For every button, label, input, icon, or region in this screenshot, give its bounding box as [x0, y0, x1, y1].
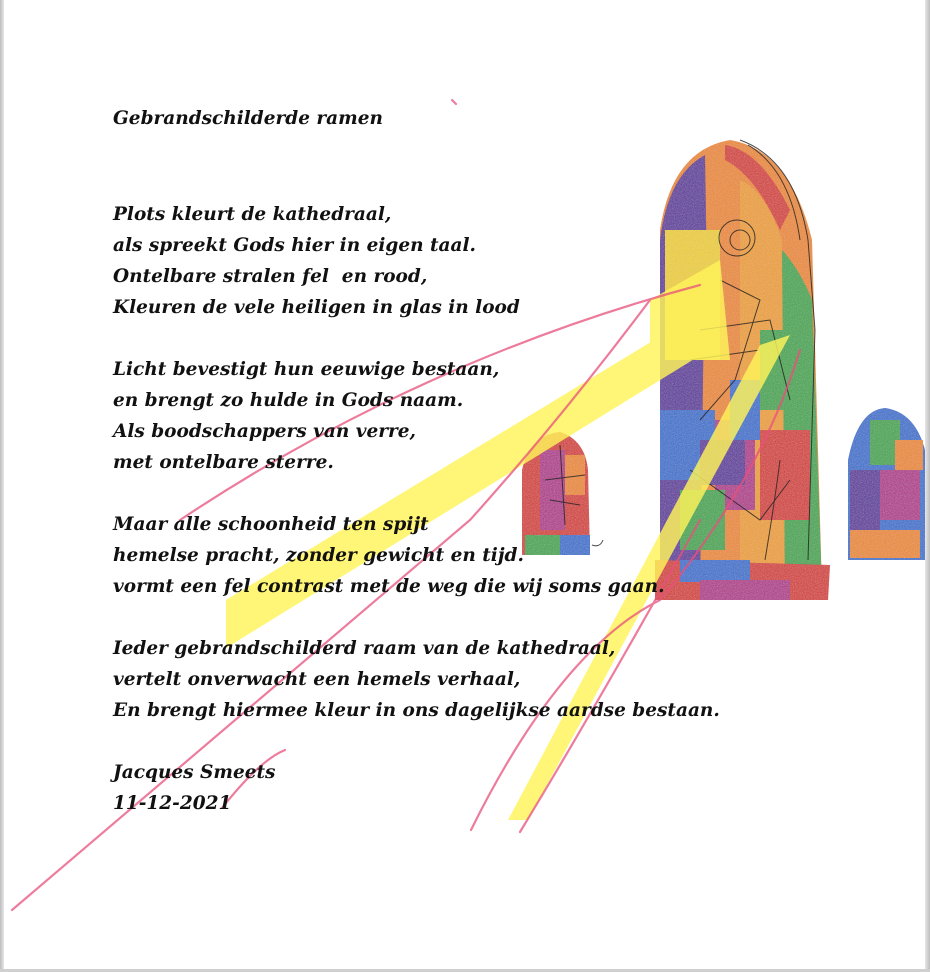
poem-title: Gebrandschilderde ramen [113, 108, 383, 129]
poem-line: vertelt onverwacht een hemels verhaal, [113, 669, 521, 690]
poem-line: vormt een fel contrast met de weg die wij soms gaan. [113, 576, 665, 597]
poem-line: Licht bevestigt hun eeuwige bestaan, [113, 359, 500, 380]
poem-line: als spreekt Gods hier in eigen taal. [113, 235, 476, 256]
poem-line: Ieder gebrandschilderd raam van de kathedraal, [113, 638, 616, 659]
poem-line: Kleuren de vele heiligen in glas in lood [113, 297, 520, 318]
poem-line: Plots kleurt de kathedraal, [113, 204, 392, 225]
poem-line: En brengt hiermee kleur in ons dagelijkse aardse bestaan. [113, 700, 720, 721]
poem-line: en brengt zo hulde in Gods naam. [113, 390, 464, 411]
poem-date: 11-12-2021 [113, 793, 232, 814]
poem-author: Jacques Smeets [113, 762, 276, 783]
small-window-right [848, 408, 925, 560]
poem-line: met ontelbare sterre. [113, 452, 334, 473]
poem-line: Maar alle schoonheid ten spijt [113, 514, 429, 535]
poem-line: Als boodschappers van verre, [113, 421, 417, 442]
poem-line: hemelse pracht, zonder gewicht en tijd. [113, 545, 524, 566]
poem-line: Ontelbare stralen fel en rood, [113, 266, 428, 287]
